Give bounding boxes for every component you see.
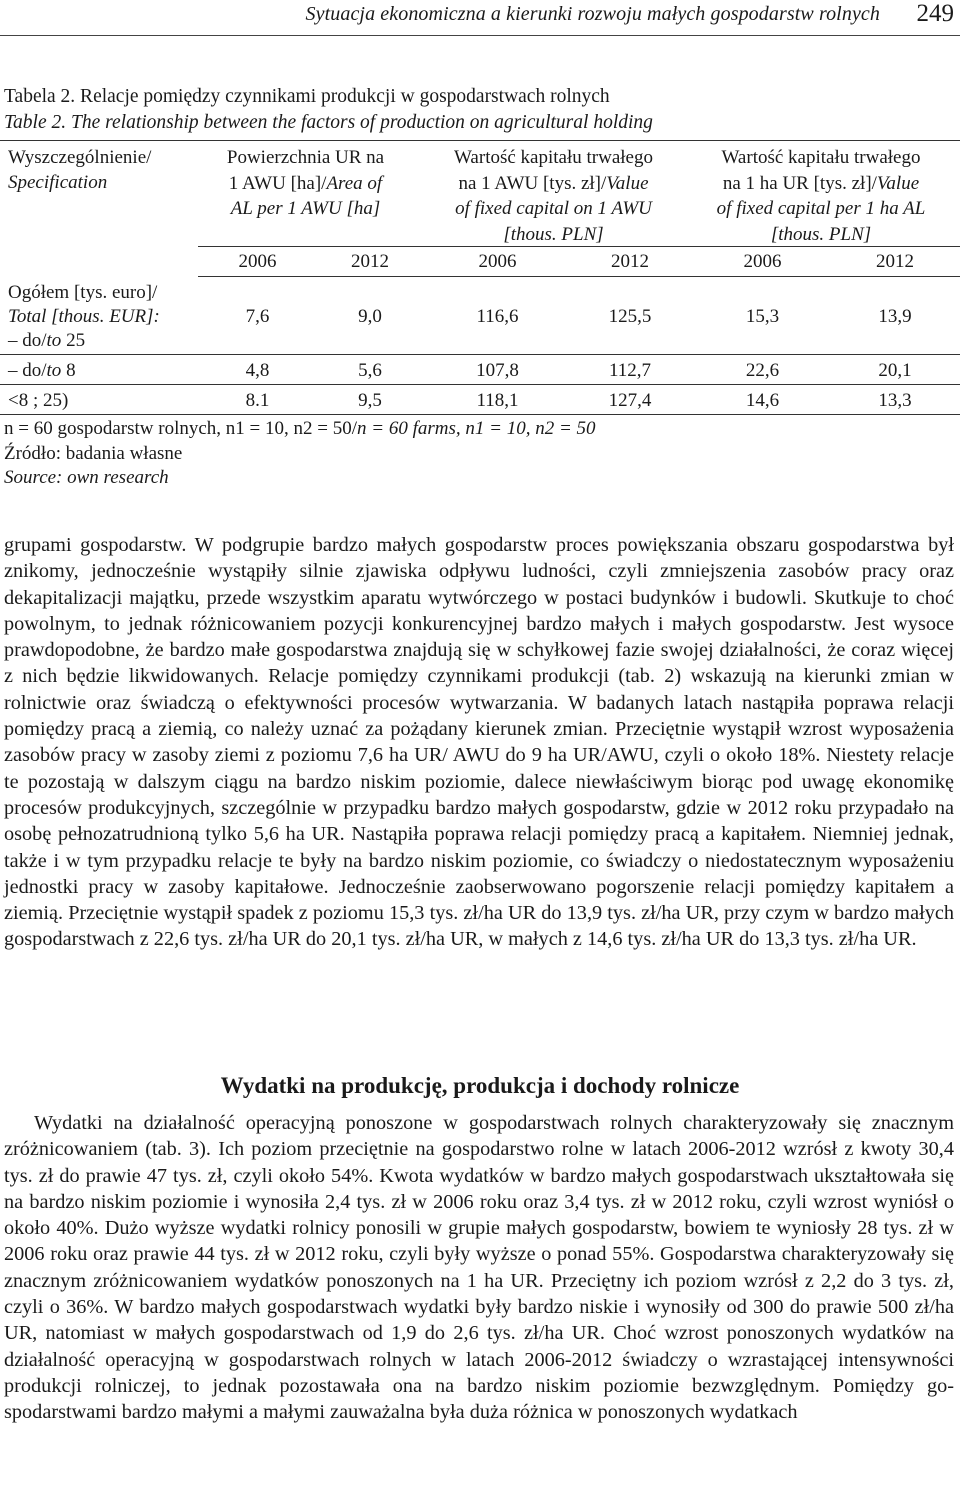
row-sublabel: – do/to 25 xyxy=(8,330,86,351)
row-label: Ogółem [tys. euro]/ xyxy=(8,282,158,303)
row-rule xyxy=(0,384,960,385)
table-cell: 22,6 xyxy=(745,360,780,381)
col-header-capital-ha: Wartość kapitału trwałego na 1 ha UR [tys. zł]/Value of fixed capital per 1 ha AL [thous. PLN] xyxy=(716,147,926,245)
year-cell: 2012 xyxy=(876,251,914,272)
table-cell: 13,9 xyxy=(878,306,912,327)
year-cell: 2012 xyxy=(351,251,389,272)
table-cell: 116,6 xyxy=(476,306,519,327)
section-heading: Wydatki na produkcję, produkcja i dochody rolnicze xyxy=(220,1073,740,1098)
row-rule xyxy=(0,354,960,355)
year-cell: 2012 xyxy=(611,251,649,272)
table-cell: 15,3 xyxy=(745,306,780,327)
table-cell: 7,6 xyxy=(245,306,270,327)
table-source-pl: Źródło: badania własne xyxy=(4,443,183,464)
table-caption-en: Table 2. The relationship between the factors of production on agricultural holding xyxy=(4,112,653,133)
table-bottom-rule xyxy=(0,414,960,415)
running-title: Sytuacja ekonomiczna a kierunki rozwoju małych gospodarstw rolnych xyxy=(305,3,880,25)
table-note: n = 60 gospodarstw rolnych, n1 = 10, n2 = 50/n = 60 farms, n1 = 10, n2 = 50 xyxy=(4,418,596,439)
body-paragraph: grupami gospodarstw. W podgrupie bardzo małych gospodarstw proces powiększania obszaru gospodarstwa był znikomy, jednocześnie wystąpiły silnie zjawiska odpływu ludności, czyli zmniejszenia zasobów pracy oraz dekapitalizacji majątku, przede wszystkim aparatu wytwórczego w postaci budynków i budowli. Skutkuje to choć powolnym, to jednak różnicowaniem pozycji konkurencyjnej bardzo małych i małych gospodarstw. Jest wysoce prawdopodobne, że bardzo małe gospodarstwa znajdują się w schyłkowej fazie swojej działalności, że coraz więcej z nich będzie likwidowanych. Relacje pomiędzy czynnikami produkcji (tab. 2) wskazują na kierunki zmian w rolnictwie oraz świadczą o efektywności procesów wytwarzania. W badanych latach nastąpiła poprawa relacji pomiędzy pracą a ziemią, co należy uznać za pożądany kierunek zmian. Przeciętnie wystąpił wzrost wyposażenia zasobów pracy w zasoby ziemi z poziomu 7,6 ha UR/ AWU do 9 ha UR/AWU, czyli o około 18%. Niestety relacje te pozostają w dalszym ciągu na bardzo niskim poziomie, dalece niewłaściwym biorąc pod uwagę ekonomikę procesów produkcyjnych, szczególnie w przypadku bardzo małych gospodarstw, gdzie w 2012 roku przypadało na osobę pełnozatrudnioną tylko 5,6 ha UR. Nastąpiła poprawa relacji pomiędzy pracą a kapitałem. Niemniej jednak, także i w tym przypadku relacje te były na bardzo niskim poziomie, co świadczy o niedostatecznym wyposażeniu jednostki pracy w zasoby kapitałowe. Jednocześnie zaobserwowano pogorszenie relacji pomiędzy kapitałem a ziemią. Przeciętnie wystąpił spadek z poziomu 15,3 tys. zł/ha UR do 13,9 tys. zł/ha UR, przy czym w bardzo małych gospodarstwach z 22,6 tys. zł/ha UR do 20,1 tys. zł/ha UR, w małych z 14,6 tys. zł/ha UR do 13,3 tys. zł/ha UR. xyxy=(4,534,954,951)
table-cell: 127,4 xyxy=(608,390,652,411)
table-caption-pl: Tabela 2. Relacje pomiędzy czynnikami produkcji w gospodarstwach rolnych xyxy=(4,86,610,107)
body-paragraph: Wydatki na działalność operacyjną ponoszone w gospodarstwach rolnych charakteryzowały się znacznym zróżnicowaniem (tab. 3). Ich poziom przeciętnie na gospodarstwo rolne w latach 2006-2012 wzrósł z kwoty 30,4 tys. zł do prawie 47 tys. zł, czyli około 54%. Kwota wydatków w bardzo małych gospodarstwach ukształtowała się na bardzo niskim poziomie i wynosiła 2,4 tys. zł w 2006 roku oraz 3,4 tys. zł w 2012 roku, czyli wzrost wyniósł o około 40%. Dużo wyższe wydatki rolnicy ponosili w grupie małych gospodarstw, bowiem te wyniosły 28 tys. zł w 2006 roku oraz prawie 44 tys. zł w 2012 roku, czyli były wyższe o ponad 55%. Gospodarstwa charakteryzowały się znacznym zróżnicowaniem wydatków ponoszonych na 1 ha UR. Przeciętny ich poziom wzrósł z 2,2 do 3 tys. zł, czyli o 36%. W bardzo małych gospodarstwach wydatki były bardzo niskie i wynosiły od 300 do prawie 500 zł/ha UR, natomiast w małych gospodarstwach od 1,9 do 2,6 tys. zł/ha UR. Choć wzrost ponoszonych wydatków na działalność operacyjną w gospodarstwach rolnych w latach 2006-2012 świadczy o wzrastającej intensywności produkcji rolniczej, to jednak pozostawała ona na bardzo niskim poziomie bezwzględnym. Pomiędzy gospodarstwami bardzo małymi a małymi zauważalna była duża różnica w ponoszonych wydatkach xyxy=(4,1112,954,1424)
table-top-rule xyxy=(0,140,960,141)
table-cell: 13,3 xyxy=(878,390,912,411)
row-label-en: Total [thous. EUR]: xyxy=(8,306,160,327)
page-number: 249 xyxy=(916,0,954,27)
table-cell: 107,8 xyxy=(476,360,519,381)
year-row-bottom-rule xyxy=(198,276,960,277)
year-cell: 2006 xyxy=(743,251,782,272)
table-cell: 8.1 xyxy=(245,390,270,411)
table-cell: 112,7 xyxy=(608,360,652,381)
table-cell: 20,1 xyxy=(878,360,912,381)
table-cell: 14,6 xyxy=(745,390,780,411)
year-cell: 2006 xyxy=(238,251,277,272)
table-cell: 4,8 xyxy=(245,360,270,381)
year-cell: 2006 xyxy=(478,251,517,272)
header-rule xyxy=(0,35,960,36)
col-header-spec-en: Specification xyxy=(8,172,108,193)
table-cell: 9,0 xyxy=(358,306,382,327)
table-cell: 9,5 xyxy=(358,390,382,411)
running-head xyxy=(0,0,960,34)
row-label: <8 ; 25) xyxy=(8,390,69,411)
table-source-en: Source: own research xyxy=(4,467,169,488)
table-cell: 5,6 xyxy=(358,360,382,381)
row-label: – do/to 8 xyxy=(8,360,76,381)
col-header-capital-awu: Wartość kapitału trwałego na 1 AWU [tys. zł]/Value of fixed capital on 1 AWU [thous. PLN] xyxy=(454,147,653,245)
table-cell: 118,1 xyxy=(476,390,519,411)
year-row-top-rule xyxy=(198,246,960,247)
col-header-area: Powierzchnia UR na 1 AWU [ha]/Area of AL per 1 AWU [ha] xyxy=(226,147,385,219)
table-cell: 125,5 xyxy=(608,306,652,327)
col-header-spec-pl: Wyszczególnienie/ xyxy=(8,147,152,168)
